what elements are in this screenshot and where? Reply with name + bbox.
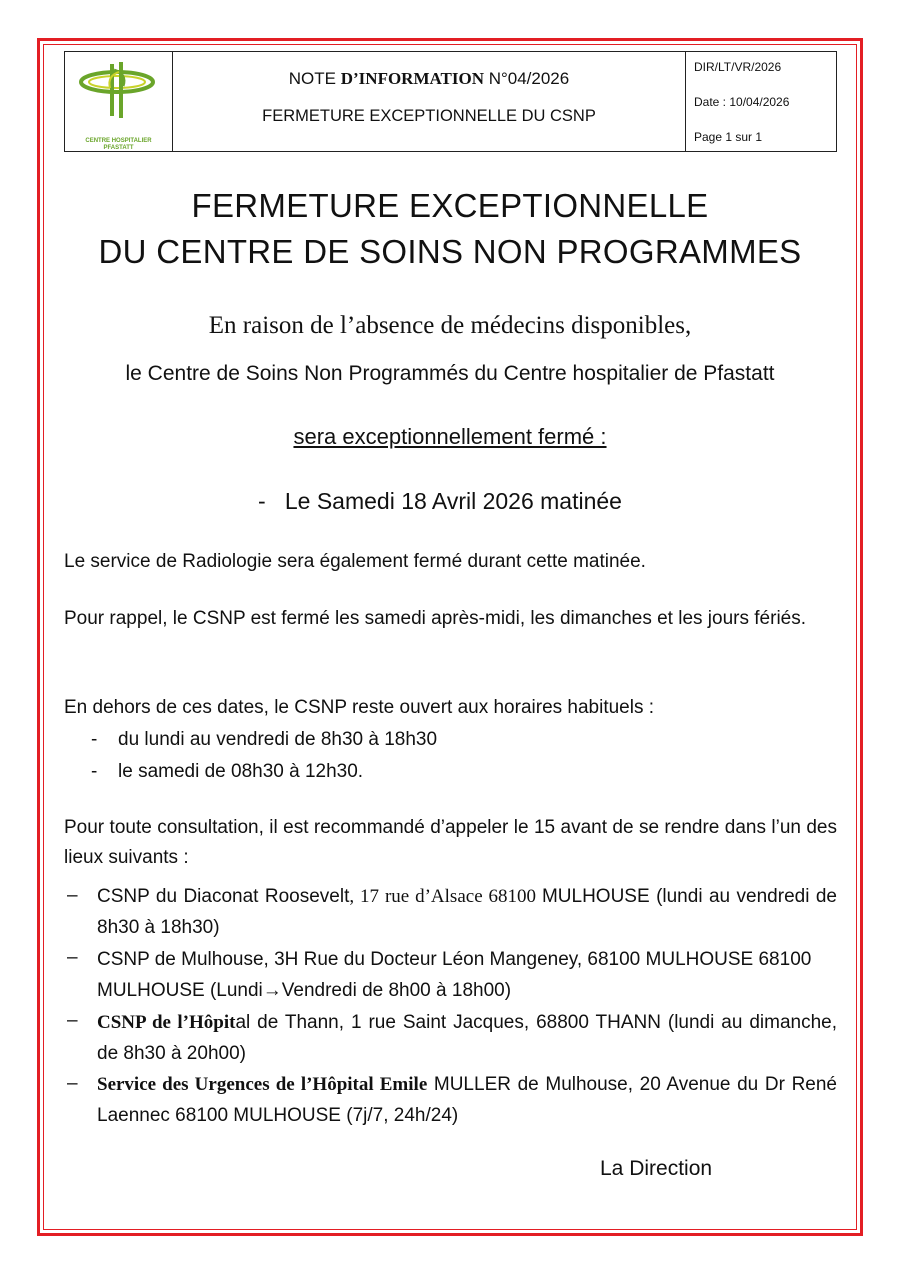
header-table bbox=[64, 51, 837, 152]
location-dash-2: – bbox=[67, 947, 78, 968]
arrow-right-icon: → bbox=[262, 980, 282, 1001]
location-item-3: CSNP de l’Hôpital de Thann, 1 rue Saint Jacques, 68800 THANN (lundi au dimanche, de 8h30 à 20h00) bbox=[97, 1012, 837, 1064]
note-title: NOTE D’INFORMATION N°04/2026 bbox=[288, 69, 570, 88]
document-date: Date : 10/04/2026 bbox=[694, 95, 790, 109]
logo-text-line-2: PFASTATT bbox=[103, 145, 134, 151]
location-item-1: CSNP du Diaconat Roosevelt, 17 rue d’Alsace 68100 MULHOUSE (lundi au vendredi de 8h30 à 18h30) bbox=[97, 886, 838, 938]
reminder-note: Pour rappel, le CSNP est fermé les samedi après-midi, les dimanches et les jours fériés. bbox=[64, 608, 807, 629]
page-title: FERMETURE EXCEPTIONNELLE DU CENTRE DE SOINS NON PROGRAMMES bbox=[98, 187, 802, 270]
header-ref-cell bbox=[686, 52, 836, 151]
hours-intro: En dehors de ces dates, le CSNP reste ouvert aux horaires habituels : bbox=[64, 697, 655, 718]
closure-date: - Le Samedi 18 Avril 2026 matinée bbox=[258, 488, 622, 514]
location-dash-1: – bbox=[67, 885, 78, 906]
page-number: Page 1 sur 1 bbox=[694, 130, 763, 144]
intro-center: le Centre de Soins Non Programmés du Centre hospitalier de Pfastatt bbox=[125, 362, 775, 385]
location-item-4: Service des Urgences de l’Hôpital Emile MULLER de Mulhouse, 20 Avenue du Dr René Laennec 68100 MULHOUSE (7j/7, 24h/24) bbox=[97, 1074, 837, 1126]
hours-dash-2: - bbox=[91, 761, 98, 782]
closed-heading: sera exceptionnellement fermé : bbox=[293, 424, 607, 449]
hours-item-2: le samedi de 08h30 à 12h30. bbox=[118, 761, 364, 782]
radiology-note: Le service de Radiologie sera également fermé durant cette matinée. bbox=[64, 551, 646, 572]
hospital-logo-icon bbox=[77, 58, 161, 142]
note-subtitle: FERMETURE EXCEPTIONNELLE DU CSNP bbox=[262, 107, 596, 125]
logo-text-line-1: CENTRE HOSPITALIER bbox=[85, 138, 152, 144]
header-title-cell bbox=[173, 52, 686, 151]
location-dash-4: – bbox=[67, 1073, 78, 1094]
hours-dash-1: - bbox=[91, 729, 98, 750]
signature: La Direction bbox=[600, 1157, 713, 1180]
intro-reason: En raison de l’absence de médecins disponibles, bbox=[208, 312, 692, 339]
consult-intro: Pour toute consultation, il est recommandé d’appeler le 15 avant de se rendre dans l’un des lieux suivants : bbox=[64, 817, 837, 868]
location-item-2: CSNP de Mulhouse, 3H Rue du Docteur Léon Mangeney, 68100 MULHOUSE 68100 MULHOUSE (Lundi→Vendredi de 8h00 à 18h00) bbox=[97, 949, 812, 1001]
hours-item-1: du lundi au vendredi de 8h30 à 18h30 bbox=[118, 729, 438, 750]
location-dash-3: – bbox=[67, 1010, 78, 1031]
logo bbox=[65, 52, 173, 151]
document-ref: DIR/LT/VR/2026 bbox=[694, 60, 782, 74]
